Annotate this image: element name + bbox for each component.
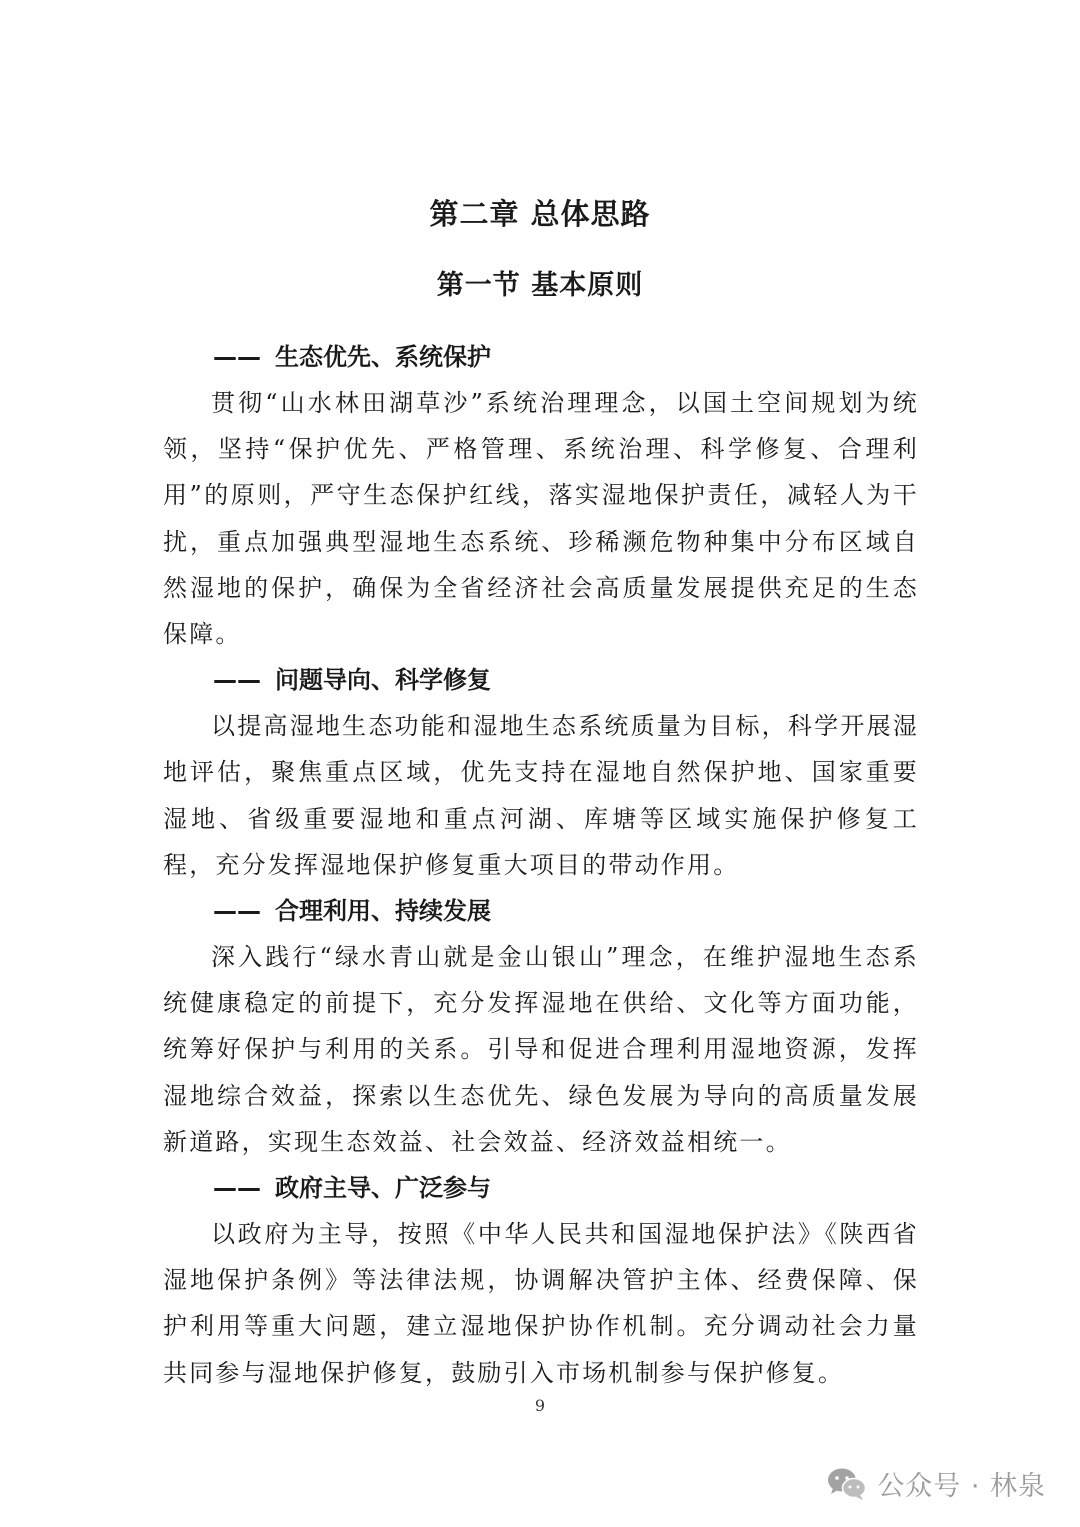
principle-1 <box>163 334 919 657</box>
principle-heading <box>213 657 919 703</box>
heading-dash: —— <box>213 343 261 371</box>
wechat-watermark <box>827 1464 1046 1503</box>
heading-text: 问题导向、科学修复 <box>275 666 491 695</box>
principle-2 <box>163 657 919 888</box>
section-title: 第一节 基本原则 <box>436 270 644 301</box>
page-number: 9 <box>534 1396 546 1415</box>
principle-heading <box>213 334 919 380</box>
principle-heading <box>213 1165 919 1211</box>
principle-4 <box>163 1165 919 1396</box>
principle-body: 深入践行“绿水青山就是金山银山”理念，在维护湿地生态系统健康稳定的前提下，充分发挥湿地在供给、文化等方面功能，统筹好保护与利用的关系。引导和促进合理利用湿地资源，发挥湿地综合效益，探索以生态优先、绿色发展为导向的高质量发展新道路，实现生态效益、社会效益、经济效益相统一。 <box>163 943 919 1156</box>
principle-body: 以政府为主导，按照《中华人民共和国湿地保护法》《陕西省湿地保护条例》等法律法规，协调解决管护主体、经费保障、保护利用等重大问题，建立湿地保护协作机制。充分调动社会力量共同参与湿地保护修复，鼓励引入市场机制参与保护修复。 <box>163 1220 919 1387</box>
watermark-text: 公众号 · 林泉 <box>877 1471 1046 1502</box>
heading-text: 生态优先、系统保护 <box>275 343 491 371</box>
heading-dash: —— <box>213 666 261 695</box>
principle-heading <box>213 888 919 934</box>
principle-3 <box>163 888 919 1165</box>
principle-body: 贯彻“山水林田湖草沙”系统治理理念，以国土空间规划为统领，坚持“保护优先、严格管理、系统治理、科学修复、合理利用”的原则，严守生态保护红线，落实湿地保护责任，减轻人为干扰，重点加强典型湿地生态系统、珍稀濒危物种集中分布区域自然湿地的保护，确保为全省经济社会高质量发展提供充足的生态保障。 <box>163 389 919 649</box>
heading-text: 政府主导、广泛参与 <box>275 1174 491 1203</box>
heading-dash: —— <box>213 897 261 926</box>
chapter-title: 第二章 总体思路 <box>429 197 651 231</box>
heading-text: 合理利用、持续发展 <box>275 897 491 926</box>
heading-dash: —— <box>213 1174 261 1203</box>
principles-content <box>163 334 919 1396</box>
wechat-icon <box>827 1467 867 1501</box>
principle-body: 以提高湿地生态功能和湿地生态系统质量为目标，科学开展湿地评估，聚焦重点区域，优先支持在湿地自然保护地、国家重要湿地、省级重要湿地和重点河湖、库塘等区域实施保护修复工程，充分发挥湿地保护修复重大项目的带动作用。 <box>163 712 919 879</box>
